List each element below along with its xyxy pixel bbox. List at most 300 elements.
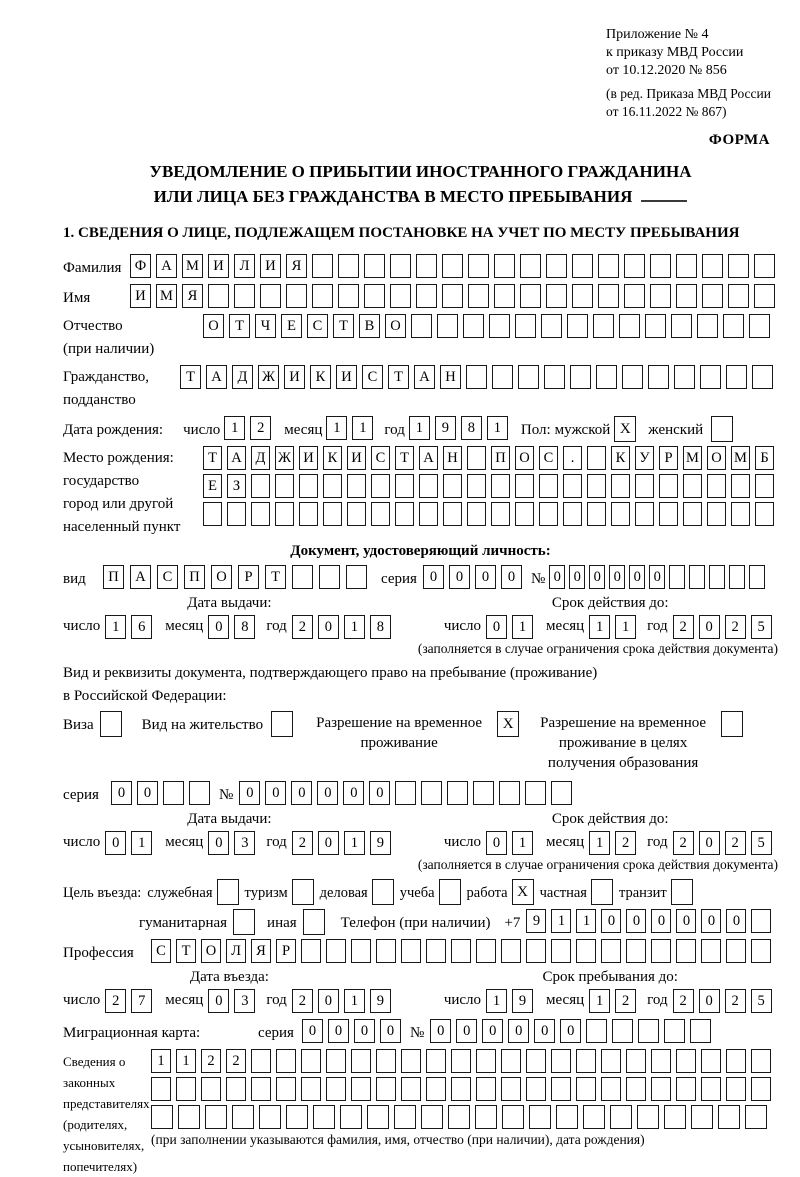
char-cell[interactable]: А	[206, 365, 227, 389]
char-cell[interactable]: 1	[344, 615, 365, 639]
char-cell[interactable]	[371, 474, 390, 498]
char-cell[interactable]	[419, 474, 438, 498]
char-cell[interactable]	[697, 314, 718, 338]
char-cell[interactable]	[338, 284, 359, 308]
char-cell[interactable]: 1	[589, 831, 610, 855]
char-cell[interactable]	[586, 1019, 607, 1043]
char-cell[interactable]	[563, 474, 582, 498]
char-cell[interactable]	[443, 502, 462, 526]
char-cell[interactable]: С	[157, 565, 178, 589]
char-cell[interactable]	[491, 502, 510, 526]
purpose-official-checkbox[interactable]	[217, 879, 239, 905]
char-cell[interactable]: 1	[589, 989, 610, 1013]
char-cell[interactable]	[700, 365, 721, 389]
char-cell[interactable]: Н	[440, 365, 461, 389]
char-cell[interactable]	[426, 1049, 446, 1073]
char-cell[interactable]: 0	[629, 565, 645, 589]
char-cell[interactable]	[619, 314, 640, 338]
char-cell[interactable]: К	[611, 446, 630, 470]
char-cell[interactable]	[624, 254, 645, 278]
char-cell[interactable]: 0	[343, 781, 364, 805]
char-cell[interactable]	[598, 284, 619, 308]
char-cell[interactable]: А	[419, 446, 438, 470]
char-cell[interactable]: 0	[676, 909, 696, 933]
char-cell[interactable]: 0	[380, 1019, 401, 1043]
char-cell[interactable]	[751, 1049, 771, 1073]
char-cell[interactable]: 1	[512, 615, 533, 639]
char-cell[interactable]: 2	[226, 1049, 246, 1073]
char-cell[interactable]: О	[515, 446, 534, 470]
char-cell[interactable]	[463, 314, 484, 338]
char-cell[interactable]: 0	[501, 565, 522, 589]
char-cell[interactable]: 0	[701, 909, 721, 933]
char-cell[interactable]	[421, 1105, 443, 1129]
char-cell[interactable]	[491, 474, 510, 498]
char-cell[interactable]: О	[201, 939, 221, 963]
char-cell[interactable]: 0	[699, 831, 720, 855]
char-cell[interactable]	[520, 254, 541, 278]
char-cell[interactable]	[576, 939, 596, 963]
char-cell[interactable]: Я	[182, 284, 203, 308]
char-cell[interactable]	[587, 446, 606, 470]
char-cell[interactable]: 1	[352, 416, 373, 440]
char-cell[interactable]: 1	[576, 909, 596, 933]
char-cell[interactable]	[426, 1077, 446, 1101]
char-cell[interactable]	[651, 1049, 671, 1073]
char-cell[interactable]: 3	[234, 989, 255, 1013]
char-cell[interactable]	[601, 1077, 621, 1101]
char-cell[interactable]	[526, 939, 546, 963]
char-cell[interactable]: Р	[276, 939, 296, 963]
char-cell[interactable]: 1	[487, 416, 508, 440]
char-cell[interactable]	[635, 502, 654, 526]
char-cell[interactable]	[501, 1077, 521, 1101]
char-cell[interactable]: 0	[601, 909, 621, 933]
char-cell[interactable]: 2	[615, 989, 636, 1013]
char-cell[interactable]	[546, 254, 567, 278]
char-cell[interactable]	[313, 1105, 335, 1129]
char-cell[interactable]	[729, 565, 745, 589]
char-cell[interactable]: 0	[430, 1019, 451, 1043]
char-cell[interactable]: 0	[699, 989, 720, 1013]
char-cell[interactable]: 1	[224, 416, 245, 440]
char-cell[interactable]: Т	[229, 314, 250, 338]
char-cell[interactable]	[638, 1019, 659, 1043]
char-cell[interactable]: 0	[318, 615, 339, 639]
char-cell[interactable]: О	[203, 314, 224, 338]
purpose-study-checkbox[interactable]	[439, 879, 461, 905]
char-cell[interactable]: 2	[250, 416, 271, 440]
char-cell[interactable]	[701, 939, 721, 963]
visa-checkbox[interactable]	[100, 711, 122, 737]
char-cell[interactable]	[755, 502, 774, 526]
char-cell[interactable]: 0	[208, 989, 229, 1013]
char-cell[interactable]: 0	[560, 1019, 581, 1043]
char-cell[interactable]: С	[539, 446, 558, 470]
char-cell[interactable]: 2	[673, 831, 694, 855]
char-cell[interactable]: 0	[423, 565, 444, 589]
char-cell[interactable]: П	[491, 446, 510, 470]
char-cell[interactable]: 0	[508, 1019, 529, 1043]
char-cell[interactable]	[226, 1077, 246, 1101]
char-cell[interactable]	[611, 502, 630, 526]
char-cell[interactable]: 1	[409, 416, 430, 440]
purpose-other-checkbox[interactable]	[303, 909, 325, 935]
char-cell[interactable]: Н	[443, 446, 462, 470]
char-cell[interactable]: 0	[318, 989, 339, 1013]
char-cell[interactable]	[626, 1049, 646, 1073]
char-cell[interactable]	[426, 939, 446, 963]
char-cell[interactable]	[466, 365, 487, 389]
char-cell[interactable]: 2	[105, 989, 126, 1013]
char-cell[interactable]: А	[227, 446, 246, 470]
char-cell[interactable]	[674, 365, 695, 389]
char-cell[interactable]: И	[208, 254, 229, 278]
char-cell[interactable]: 0	[534, 1019, 555, 1043]
char-cell[interactable]	[731, 474, 750, 498]
char-cell[interactable]	[526, 1049, 546, 1073]
char-cell[interactable]: 0	[354, 1019, 375, 1043]
char-cell[interactable]	[598, 254, 619, 278]
char-cell[interactable]	[232, 1105, 254, 1129]
char-cell[interactable]	[749, 314, 770, 338]
char-cell[interactable]: 0	[475, 565, 496, 589]
char-cell[interactable]	[499, 781, 520, 805]
char-cell[interactable]: И	[260, 254, 281, 278]
char-cell[interactable]: 2	[292, 831, 313, 855]
char-cell[interactable]: 0	[105, 831, 126, 855]
char-cell[interactable]: И	[284, 365, 305, 389]
char-cell[interactable]: 0	[239, 781, 260, 805]
char-cell[interactable]	[726, 365, 747, 389]
char-cell[interactable]: Т	[395, 446, 414, 470]
char-cell[interactable]	[395, 781, 416, 805]
char-cell[interactable]	[648, 365, 669, 389]
char-cell[interactable]	[401, 939, 421, 963]
char-cell[interactable]	[178, 1105, 200, 1129]
char-cell[interactable]	[476, 939, 496, 963]
char-cell[interactable]	[251, 1077, 271, 1101]
char-cell[interactable]	[394, 1105, 416, 1129]
char-cell[interactable]	[651, 1077, 671, 1101]
char-cell[interactable]: 0	[609, 565, 625, 589]
residence-permit-checkbox[interactable]	[271, 711, 293, 737]
char-cell[interactable]: Т	[176, 939, 196, 963]
char-cell[interactable]	[416, 254, 437, 278]
char-cell[interactable]: 8	[461, 416, 482, 440]
char-cell[interactable]: Я	[286, 254, 307, 278]
char-cell[interactable]	[437, 314, 458, 338]
char-cell[interactable]: С	[362, 365, 383, 389]
char-cell[interactable]	[151, 1077, 171, 1101]
char-cell[interactable]	[451, 939, 471, 963]
char-cell[interactable]: 0	[486, 615, 507, 639]
char-cell[interactable]: 2	[615, 831, 636, 855]
char-cell[interactable]	[601, 939, 621, 963]
char-cell[interactable]: 0	[482, 1019, 503, 1043]
char-cell[interactable]	[610, 1105, 632, 1129]
char-cell[interactable]	[390, 254, 411, 278]
char-cell[interactable]: 0	[456, 1019, 477, 1043]
char-cell[interactable]	[556, 1105, 578, 1129]
char-cell[interactable]	[489, 314, 510, 338]
char-cell[interactable]	[576, 1049, 596, 1073]
char-cell[interactable]	[676, 254, 697, 278]
char-cell[interactable]	[205, 1105, 227, 1129]
char-cell[interactable]: Т	[333, 314, 354, 338]
char-cell[interactable]	[390, 284, 411, 308]
char-cell[interactable]: 1	[486, 989, 507, 1013]
char-cell[interactable]: С	[307, 314, 328, 338]
char-cell[interactable]	[611, 474, 630, 498]
char-cell[interactable]	[659, 474, 678, 498]
char-cell[interactable]	[691, 1105, 713, 1129]
char-cell[interactable]	[492, 365, 513, 389]
char-cell[interactable]	[676, 1049, 696, 1073]
char-cell[interactable]	[276, 1077, 296, 1101]
char-cell[interactable]: О	[211, 565, 232, 589]
char-cell[interactable]	[707, 502, 726, 526]
purpose-business-checkbox[interactable]	[372, 879, 394, 905]
char-cell[interactable]	[587, 474, 606, 498]
char-cell[interactable]	[749, 565, 765, 589]
char-cell[interactable]: 2	[201, 1049, 221, 1073]
char-cell[interactable]: А	[156, 254, 177, 278]
char-cell[interactable]	[451, 1049, 471, 1073]
char-cell[interactable]	[367, 1105, 389, 1129]
char-cell[interactable]: 5	[751, 615, 772, 639]
char-cell[interactable]: 0	[626, 909, 646, 933]
char-cell[interactable]: 0	[569, 565, 585, 589]
char-cell[interactable]	[755, 474, 774, 498]
char-cell[interactable]	[676, 939, 696, 963]
char-cell[interactable]	[671, 314, 692, 338]
temp-permit-checkbox[interactable]: X	[497, 711, 519, 737]
char-cell[interactable]: 0	[651, 909, 671, 933]
char-cell[interactable]	[163, 781, 184, 805]
char-cell[interactable]: 2	[725, 831, 746, 855]
char-cell[interactable]	[312, 254, 333, 278]
char-cell[interactable]	[473, 781, 494, 805]
char-cell[interactable]	[676, 1077, 696, 1101]
char-cell[interactable]: 5	[751, 989, 772, 1013]
char-cell[interactable]	[754, 254, 775, 278]
char-cell[interactable]	[726, 939, 746, 963]
char-cell[interactable]: 9	[370, 989, 391, 1013]
char-cell[interactable]: Ж	[275, 446, 294, 470]
char-cell[interactable]: Т	[388, 365, 409, 389]
char-cell[interactable]: 5	[751, 831, 772, 855]
char-cell[interactable]	[301, 1077, 321, 1101]
char-cell[interactable]: Л	[226, 939, 246, 963]
char-cell[interactable]: 2	[725, 615, 746, 639]
char-cell[interactable]	[726, 1077, 746, 1101]
char-cell[interactable]	[626, 1077, 646, 1101]
char-cell[interactable]: А	[130, 565, 151, 589]
char-cell[interactable]	[494, 284, 515, 308]
char-cell[interactable]	[572, 284, 593, 308]
char-cell[interactable]	[690, 1019, 711, 1043]
char-cell[interactable]	[551, 1049, 571, 1073]
char-cell[interactable]: Я	[251, 939, 271, 963]
char-cell[interactable]	[401, 1077, 421, 1101]
char-cell[interactable]	[544, 365, 565, 389]
char-cell[interactable]: 9	[512, 989, 533, 1013]
char-cell[interactable]: Ф	[130, 254, 151, 278]
char-cell[interactable]: Р	[238, 565, 259, 589]
char-cell[interactable]: 0	[699, 615, 720, 639]
char-cell[interactable]	[338, 254, 359, 278]
char-cell[interactable]	[576, 1077, 596, 1101]
char-cell[interactable]	[651, 939, 671, 963]
char-cell[interactable]	[376, 1049, 396, 1073]
char-cell[interactable]: 0	[317, 781, 338, 805]
char-cell[interactable]	[259, 1105, 281, 1129]
char-cell[interactable]: Ж	[258, 365, 279, 389]
char-cell[interactable]: 1	[344, 989, 365, 1013]
char-cell[interactable]: М	[156, 284, 177, 308]
char-cell[interactable]: К	[323, 446, 342, 470]
char-cell[interactable]	[347, 502, 366, 526]
char-cell[interactable]: 2	[673, 615, 694, 639]
char-cell[interactable]	[286, 1105, 308, 1129]
char-cell[interactable]: 9	[370, 831, 391, 855]
char-cell[interactable]	[176, 1077, 196, 1101]
char-cell[interactable]	[299, 502, 318, 526]
char-cell[interactable]	[570, 365, 591, 389]
char-cell[interactable]	[587, 502, 606, 526]
char-cell[interactable]: И	[347, 446, 366, 470]
char-cell[interactable]	[702, 254, 723, 278]
char-cell[interactable]	[707, 474, 726, 498]
char-cell[interactable]	[468, 254, 489, 278]
char-cell[interactable]	[364, 284, 385, 308]
char-cell[interactable]	[275, 474, 294, 498]
char-cell[interactable]: И	[130, 284, 151, 308]
char-cell[interactable]	[745, 1105, 767, 1129]
char-cell[interactable]	[476, 1049, 496, 1073]
char-cell[interactable]: 0	[208, 831, 229, 855]
char-cell[interactable]: Е	[281, 314, 302, 338]
char-cell[interactable]	[416, 284, 437, 308]
edu-permit-checkbox[interactable]	[721, 711, 743, 737]
char-cell[interactable]: 1	[326, 416, 347, 440]
char-cell[interactable]: 0	[137, 781, 158, 805]
char-cell[interactable]: 0	[649, 565, 665, 589]
char-cell[interactable]	[312, 284, 333, 308]
char-cell[interactable]: 9	[435, 416, 456, 440]
char-cell[interactable]	[467, 502, 486, 526]
char-cell[interactable]	[551, 939, 571, 963]
char-cell[interactable]	[501, 939, 521, 963]
char-cell[interactable]: 2	[725, 989, 746, 1013]
purpose-transit-checkbox[interactable]	[671, 879, 693, 905]
char-cell[interactable]	[275, 502, 294, 526]
char-cell[interactable]: 1	[131, 831, 152, 855]
char-cell[interactable]	[371, 502, 390, 526]
char-cell[interactable]	[442, 254, 463, 278]
char-cell[interactable]	[189, 781, 210, 805]
char-cell[interactable]	[323, 474, 342, 498]
char-cell[interactable]	[421, 781, 442, 805]
char-cell[interactable]: 0	[486, 831, 507, 855]
char-cell[interactable]: Т	[203, 446, 222, 470]
char-cell[interactable]	[701, 1077, 721, 1101]
char-cell[interactable]: 1	[176, 1049, 196, 1073]
char-cell[interactable]	[323, 502, 342, 526]
char-cell[interactable]	[650, 284, 671, 308]
char-cell[interactable]: Д	[232, 365, 253, 389]
char-cell[interactable]	[364, 254, 385, 278]
char-cell[interactable]	[541, 314, 562, 338]
char-cell[interactable]	[726, 1049, 746, 1073]
char-cell[interactable]	[395, 474, 414, 498]
char-cell[interactable]: С	[151, 939, 171, 963]
char-cell[interactable]	[659, 502, 678, 526]
char-cell[interactable]: А	[414, 365, 435, 389]
char-cell[interactable]	[475, 1105, 497, 1129]
char-cell[interactable]	[626, 939, 646, 963]
char-cell[interactable]: 6	[131, 615, 152, 639]
char-cell[interactable]	[299, 474, 318, 498]
char-cell[interactable]: И	[299, 446, 318, 470]
char-cell[interactable]	[728, 254, 749, 278]
char-cell[interactable]	[728, 284, 749, 308]
char-cell[interactable]: 1	[589, 615, 610, 639]
char-cell[interactable]	[326, 1049, 346, 1073]
char-cell[interactable]: З	[227, 474, 246, 498]
char-cell[interactable]: 0	[302, 1019, 323, 1043]
male-checkbox[interactable]: X	[614, 416, 636, 442]
char-cell[interactable]	[612, 1019, 633, 1043]
char-cell[interactable]	[286, 284, 307, 308]
char-cell[interactable]	[326, 1077, 346, 1101]
char-cell[interactable]	[526, 1077, 546, 1101]
char-cell[interactable]: И	[336, 365, 357, 389]
char-cell[interactable]: Т	[180, 365, 201, 389]
char-cell[interactable]	[567, 314, 588, 338]
char-cell[interactable]: 1	[344, 831, 365, 855]
char-cell[interactable]	[476, 1077, 496, 1101]
char-cell[interactable]: Д	[251, 446, 270, 470]
char-cell[interactable]	[319, 565, 340, 589]
char-cell[interactable]	[448, 1105, 470, 1129]
char-cell[interactable]: К	[310, 365, 331, 389]
char-cell[interactable]	[442, 284, 463, 308]
char-cell[interactable]: О	[385, 314, 406, 338]
char-cell[interactable]	[718, 1105, 740, 1129]
char-cell[interactable]	[546, 284, 567, 308]
char-cell[interactable]	[401, 1049, 421, 1073]
char-cell[interactable]	[351, 1077, 371, 1101]
char-cell[interactable]	[752, 365, 773, 389]
char-cell[interactable]	[411, 314, 432, 338]
char-cell[interactable]: 0	[208, 615, 229, 639]
char-cell[interactable]	[664, 1105, 686, 1129]
char-cell[interactable]: Л	[234, 254, 255, 278]
char-cell[interactable]	[520, 284, 541, 308]
char-cell[interactable]: 8	[234, 615, 255, 639]
char-cell[interactable]: Е	[203, 474, 222, 498]
char-cell[interactable]: 0	[318, 831, 339, 855]
char-cell[interactable]	[276, 1049, 296, 1073]
char-cell[interactable]: 0	[111, 781, 132, 805]
char-cell[interactable]	[622, 365, 643, 389]
char-cell[interactable]: 0	[449, 565, 470, 589]
char-cell[interactable]	[251, 1049, 271, 1073]
char-cell[interactable]	[376, 939, 396, 963]
char-cell[interactable]	[227, 502, 246, 526]
